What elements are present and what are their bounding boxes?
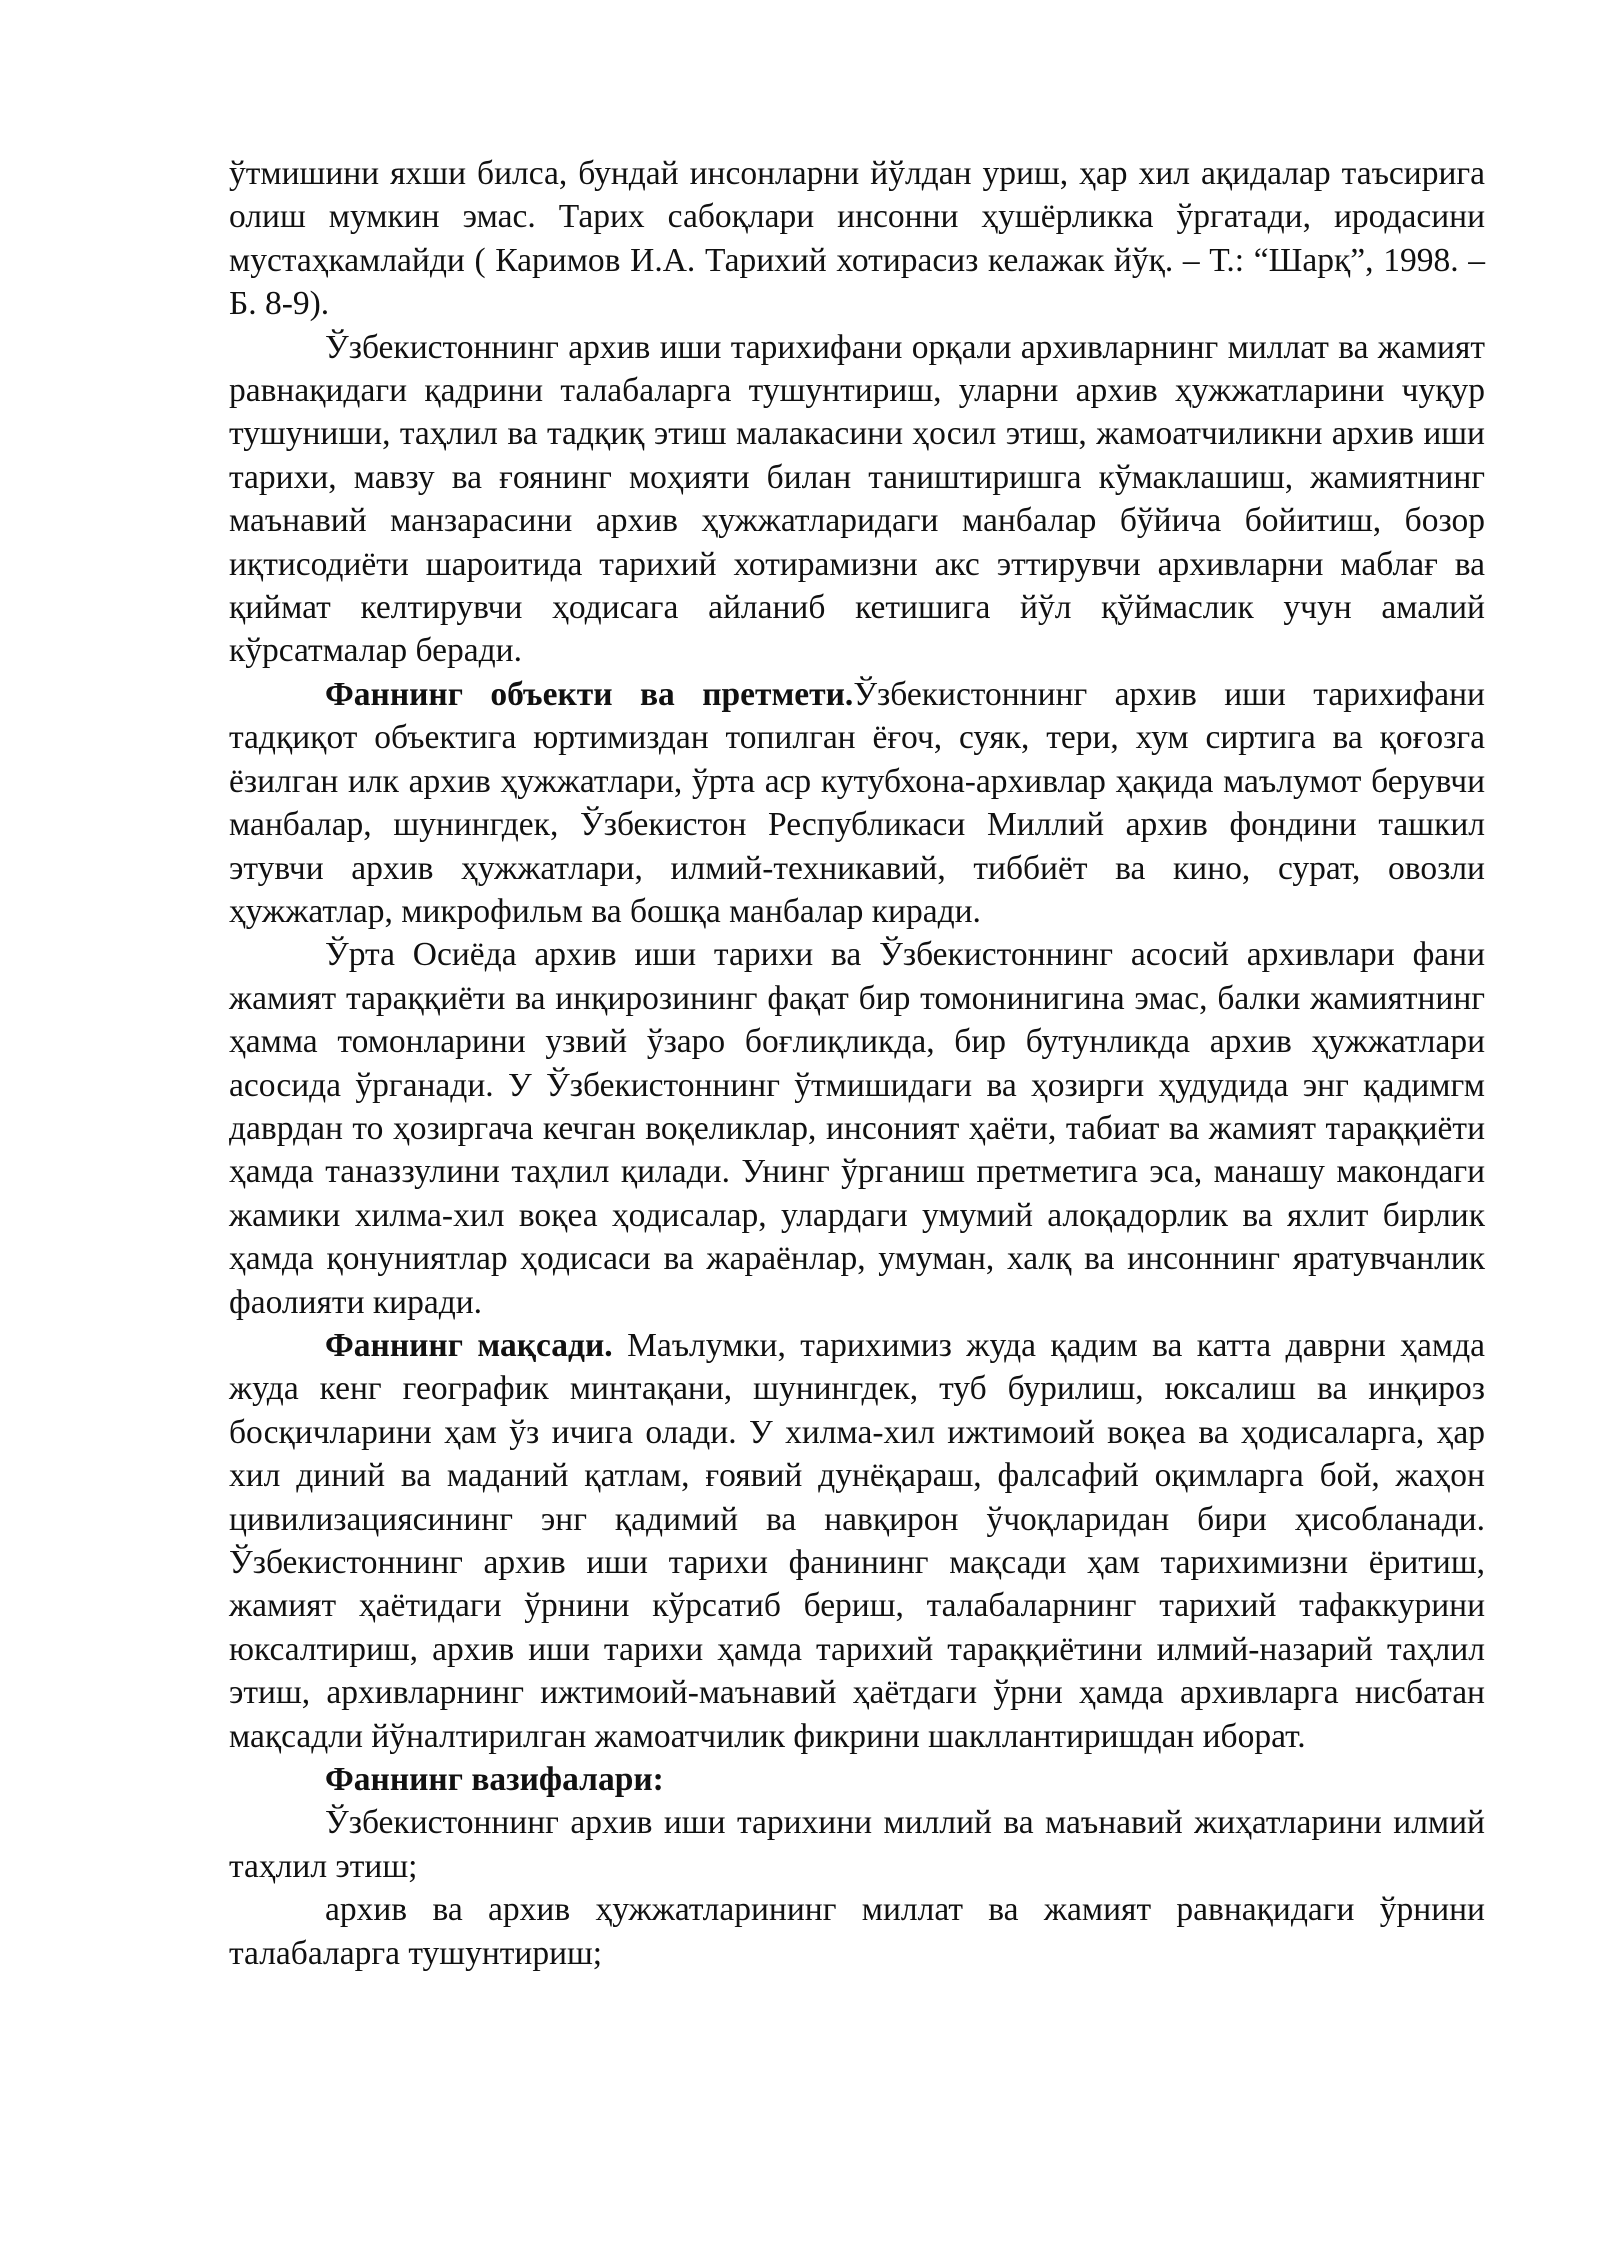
- document-body: [229, 152, 1485, 1975]
- paragraph-archive-history: [229, 326, 1485, 673]
- paragraph-text: Ўрта Осиёда архив иши тарихи ва Ўзбекистоннинг асосий архивлари фани жамият тараққиёти ва инқирозининг фақат бир томонинигина эмас, балки жамиятнинг ҳамма томонларини узвий ўзаро боғлиқликда, бир бутунликда архив ҳужжатлари асосида ўрганади. У Ўзбекистоннинг ўтмишидаги ва ҳозирги ҳудудида энг қадимгм даврдан то ҳозиргача кечган воқеликлар, инсоният ҳаёти, табиат ва жамият тараққиёти ҳамда таназзулини таҳлил қилади. Унинг ўрганиш претметига эса, манашу макондаги жамики хилма-хил воқеа ҳодисалар, улардаги умумий алоқадорлик ва яхлит бирлик ҳамда қонуниятлар ҳодисаси ва жараёнлар, умуман, халқ ва инсоннинг яратувчанлик фаолияти киради.: [229, 936, 1485, 1321]
- section-heading-goal: Фаннинг мақсади.: [325, 1326, 613, 1364]
- paragraph-text: Маълумки, тарихимиз жуда қадим ва катта даврни ҳамда жуда кенг географик минтақани, шунингдек, туб бурилиш, юксалиш ва инқироз босқичларини ҳам ўз ичига олади. У хилма-хил ижтимоий воқеа ва ҳодисаларга, ҳар хил диний ва маданий қатлам, ғоявий дунёқараш, фалсафий оқимларга бой, жаҳон цивилизациясининг энг қадимий ва навқирон ўчоқларидан бири ҳисобланади. Ўзбекистоннинг архив иши тарихи фанининг мақсади ҳам тарихимизни ёритиш, жамият ҳаётидаги ўрнини кўрсатиб бериш, талабаларнинг тарихий тафаккурини юксалтириш, архив иши тарихи ҳамда тарихий тараққиётини илмий-назарий таҳлил этиш, архивларнинг ижтимоий-маънавий ҳаётдаги ўрни ҳамда архивларга нисбатан мақсадли йўналтирилган жамоатчилик фикрини шакллантиришдан иборат.: [229, 1326, 1486, 1755]
- paragraph-text: Ўзбекистоннинг архив иши тарихини миллий ва маънавий жиҳатларини илмий таҳлил этиш;: [229, 1804, 1485, 1885]
- paragraph-subject-object: [229, 673, 1485, 933]
- paragraph-subject-goal: [229, 1324, 1485, 1758]
- paragraph-continuation: [229, 152, 1485, 326]
- section-heading-tasks-text: Фаннинг вазифалари:: [325, 1761, 664, 1799]
- paragraph-text: архив ва архив ҳужжатларининг миллат ва жамият равнақидаги ўрнини талабаларга тушунтириш;: [229, 1891, 1485, 1972]
- task-item: [229, 1801, 1485, 1888]
- paragraph-text: Ўзбекистоннинг архив иши тарихифани орқали архивларнинг миллат ва жамият равнақидаги қадрини талабаларга тушунтириш, уларни архив ҳужжатларини чуқур тушуниши, таҳлил ва тадқиқ этиш малакасини ҳосил этиш, жамоатчиликни архив иши тарихи, мавзу ва ғоянинг моҳияти билан таништиришга кўмаклашиш, жамиятнинг маънавий манзарасини архив ҳужжатларидаги манбалар бўйича бойитиш, бозор иқтисодиёти шароитида тарихий хотирамизни акс эттирувчи архивларни маблағ ва қиймат келтирувчи ҳодисага айланиб кетишига йўл қўймаслик учун амалий кўрсатмалар беради.: [229, 328, 1485, 670]
- section-heading-tasks: [229, 1758, 1485, 1801]
- section-heading-object: Фаннинг объекти ва претмети.: [325, 675, 854, 713]
- task-item: [229, 1888, 1485, 1975]
- paragraph-central-asia: [229, 933, 1485, 1324]
- paragraph-text: Ўзбекистоннинг архив иши тарихифани тадқиқот объектига юртимиздан топилган ёғоч, суяк, тери, хум сиртига ва қоғозга ёзилган илк архив ҳужжатлари, ўрта аср кутубхона-архивлар ҳақида маълумот берувчи манбалар, шунингдек, Ўзбекистон Республикаси Миллий архив фондини ташкил этувчи архив ҳужжатлари, илмий-техникавий, тиббиёт ва кино, сурат, овозли ҳужжатлар, микрофильм ва бошқа манбалар киради.: [229, 675, 1485, 930]
- paragraph-text: ўтмишини яхши билса, бундай инсонларни йўлдан уриш, ҳар хил ақидалар таъсирига олиш мумкин эмас. Тарих сабоқлари инсонни ҳушёрликка ўргатади, иродасини мустаҳкамлайди ( Каримов И.А. Тарихий хотирасиз келажак йўқ. – Т.: “Шарқ”, 1998. – Б. 8-9).: [229, 155, 1485, 323]
